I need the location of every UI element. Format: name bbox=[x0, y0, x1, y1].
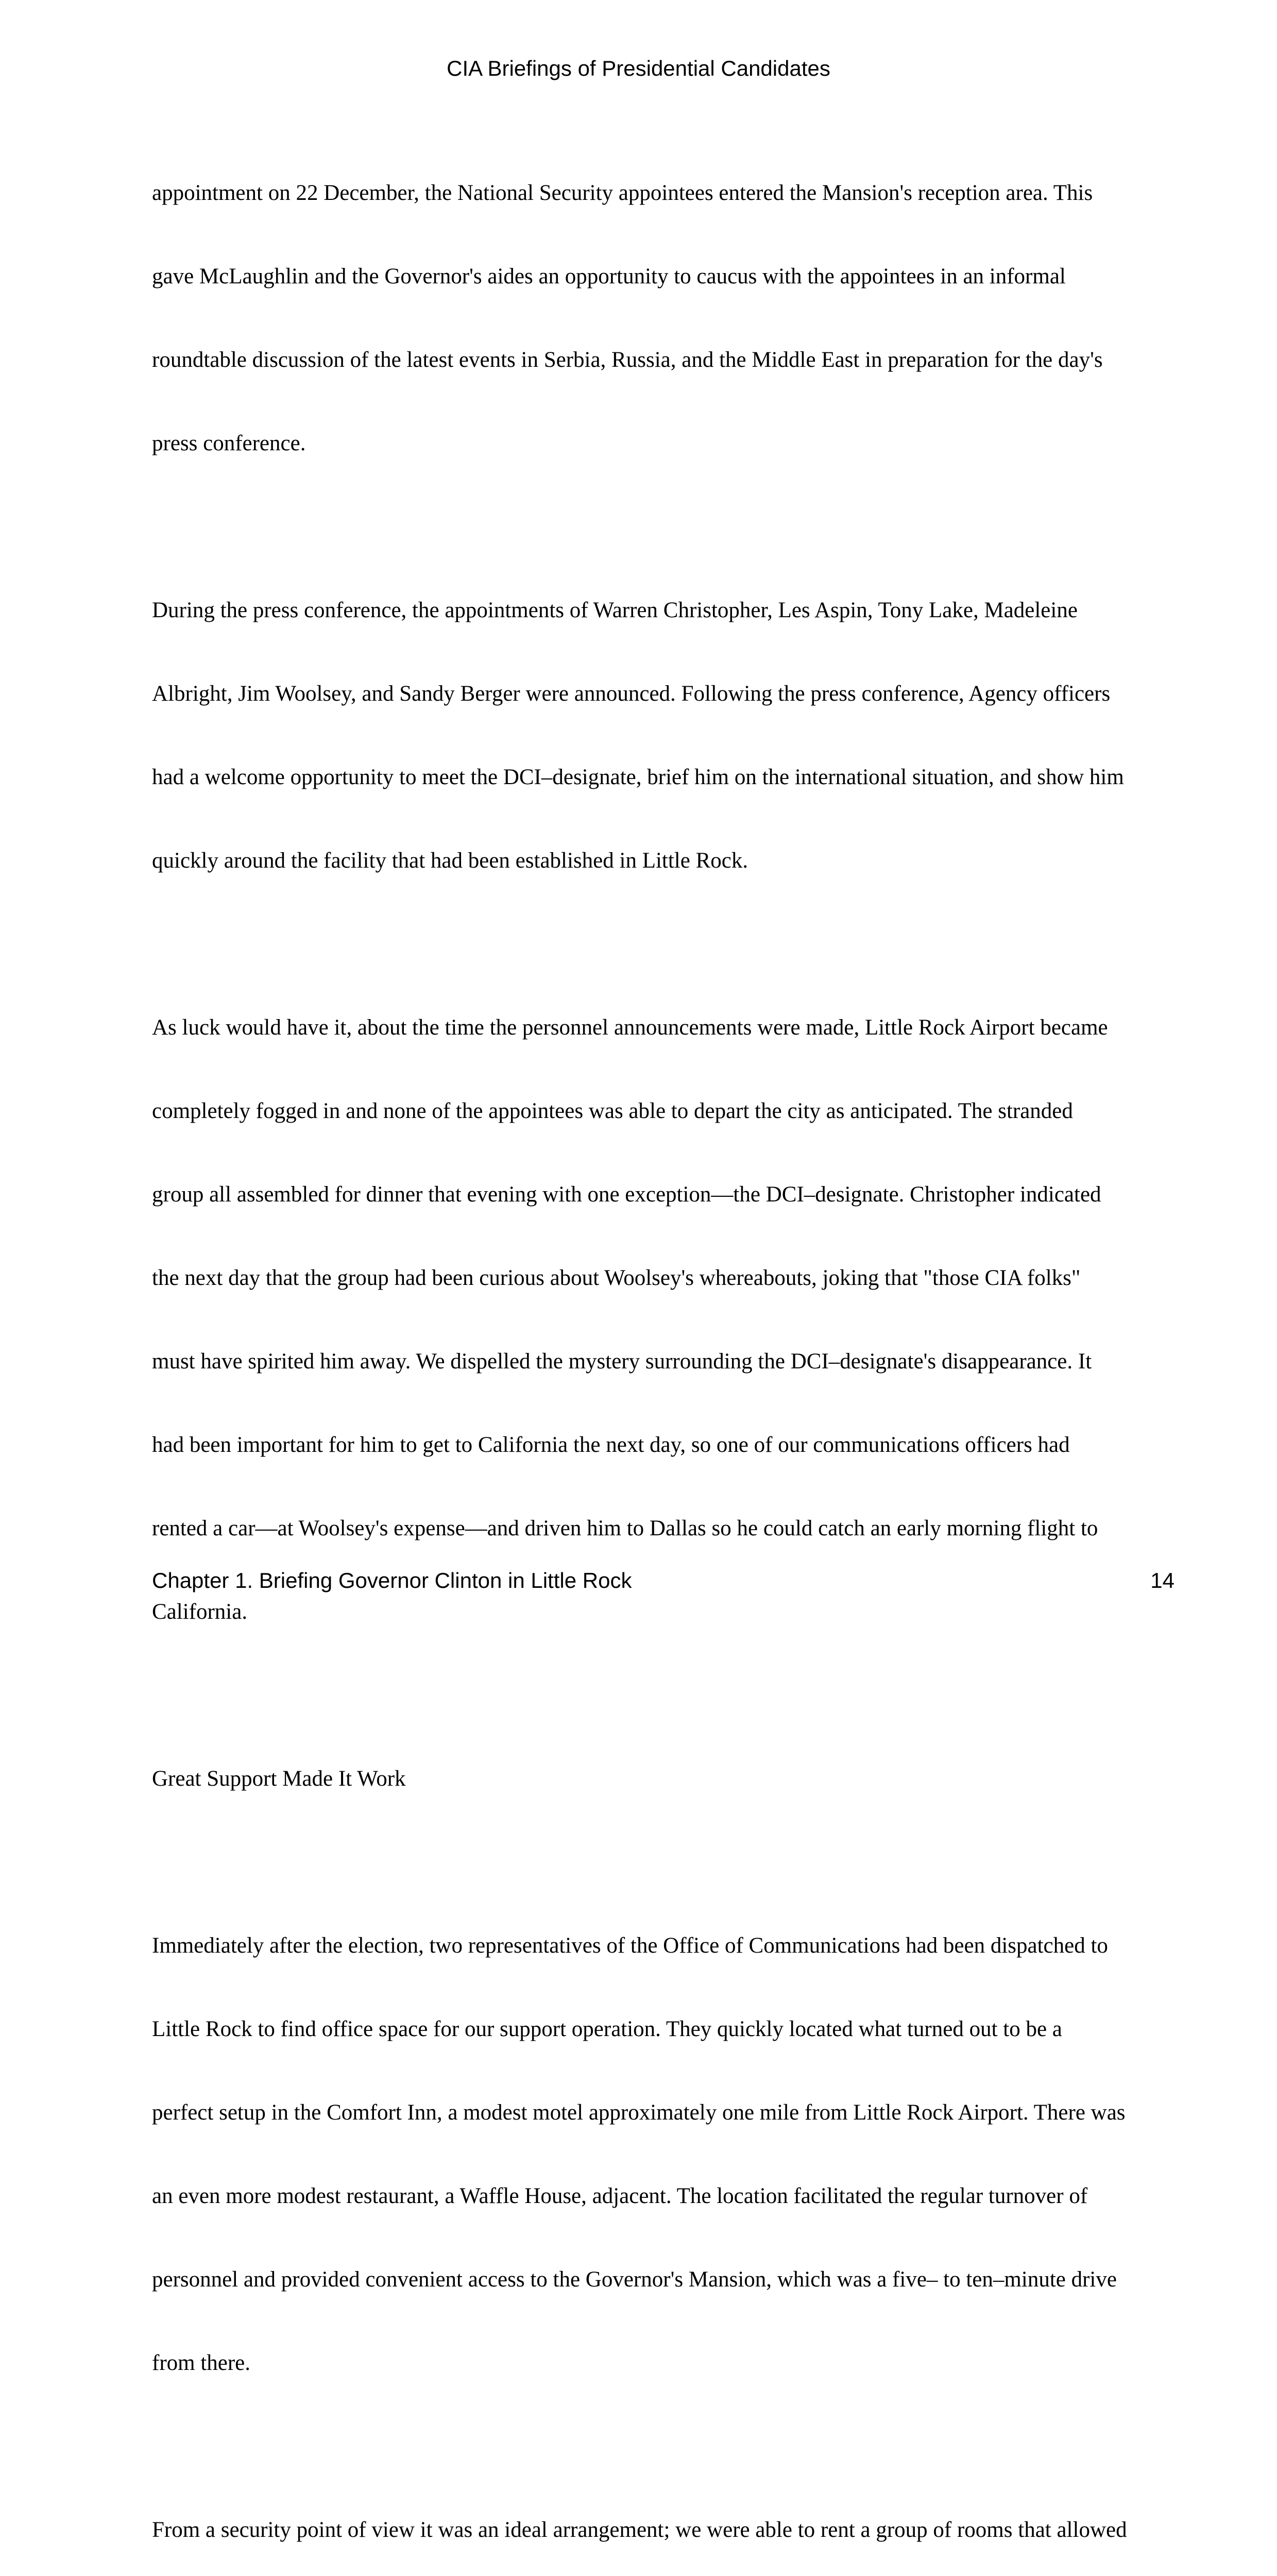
text-line: Little Rock to find office space for our support operation. They quickly located what turned out to be a bbox=[152, 2017, 1062, 2041]
paragraph-5 bbox=[152, 1876, 1177, 2433]
section-heading bbox=[152, 1709, 1177, 1849]
paragraph-1 bbox=[152, 124, 1177, 513]
text-line: must have spirited him away. We dispelled the mystery surrounding the DCI–designate's disappearance. It bbox=[152, 1349, 1092, 1374]
paragraph-6 bbox=[152, 2461, 1177, 2576]
text-line: From a security point of view it was an ideal arrangement; we were able to rent a group of rooms that allowed bbox=[152, 2518, 1127, 2542]
page-header bbox=[0, 54, 1277, 83]
text-line: roundtable discussion of the latest events in Serbia, Russia, and the Middle East in preparation for the day's bbox=[152, 348, 1103, 372]
text-line: During the press conference, the appointments of Warren Christopher, Les Aspin, Tony Lake, Madeleine bbox=[152, 598, 1078, 622]
paragraph-2 bbox=[152, 541, 1177, 930]
text-line: Immediately after the election, two representatives of the Office of Communications had been dispatched to bbox=[152, 1934, 1108, 1958]
text-line: appointment on 22 December, the National Security appointees entered the Mansion's reception area. This bbox=[152, 181, 1093, 205]
text-line: group all assembled for dinner that evening with one exception––the DCI–designate. Christopher indicated bbox=[152, 1182, 1101, 1207]
document-title: CIA Briefings of Presidential Candidates bbox=[447, 56, 830, 80]
text-line: gave McLaughlin and the Governor's aides an opportunity to caucus with the appointees in an informal bbox=[152, 264, 1066, 289]
text-line: had been important for him to get to California the next day, so one of our communications officers had bbox=[152, 1433, 1070, 1457]
page-footer bbox=[152, 1566, 1174, 1597]
section-heading-text: Great Support Made It Work bbox=[152, 1767, 406, 1791]
text-line: rented a car––at Woolsey's expense––and driven him to Dallas so he could catch an early morning flight to bbox=[152, 1516, 1098, 1540]
text-line: had a welcome opportunity to meet the DCI–designate, brief him on the international situation, and show him bbox=[152, 765, 1124, 789]
text-line: completely fogged in and none of the appointees was able to depart the city as anticipated. The stranded bbox=[152, 1099, 1073, 1123]
text-line: from there. bbox=[152, 2351, 251, 2375]
text-line: Albright, Jim Woolsey, and Sandy Berger were announced. Following the press conference, Agency officers bbox=[152, 682, 1111, 706]
body-text bbox=[152, 124, 1177, 2576]
text-line: an even more modest restaurant, a Waffle House, adjacent. The location facilitated the regular turnover of bbox=[152, 2184, 1088, 2208]
text-line: As luck would have it, about the time the personnel announcements were made, Little Rock Airport became bbox=[152, 1015, 1108, 1040]
text-line: press conference. bbox=[152, 431, 306, 455]
chapter-title: Chapter 1. Briefing Governor Clinton in Little Rock bbox=[152, 1568, 632, 1592]
text-line: the next day that the group had been curious about Woolsey's whereabouts, joking that "those CIA folks" bbox=[152, 1266, 1081, 1290]
text-line: California. bbox=[152, 1600, 248, 1624]
text-line: perfect setup in the Comfort Inn, a modest motel approximately one mile from Little Rock Airport. There was bbox=[152, 2100, 1126, 2125]
text-line: quickly around the facility that had been established in Little Rock. bbox=[152, 849, 748, 873]
page-number: 14 bbox=[1150, 1568, 1174, 1592]
text-line: personnel and provided convenient access to the Governor's Mansion, which was a five– to ten–minute drive bbox=[152, 2267, 1117, 2292]
